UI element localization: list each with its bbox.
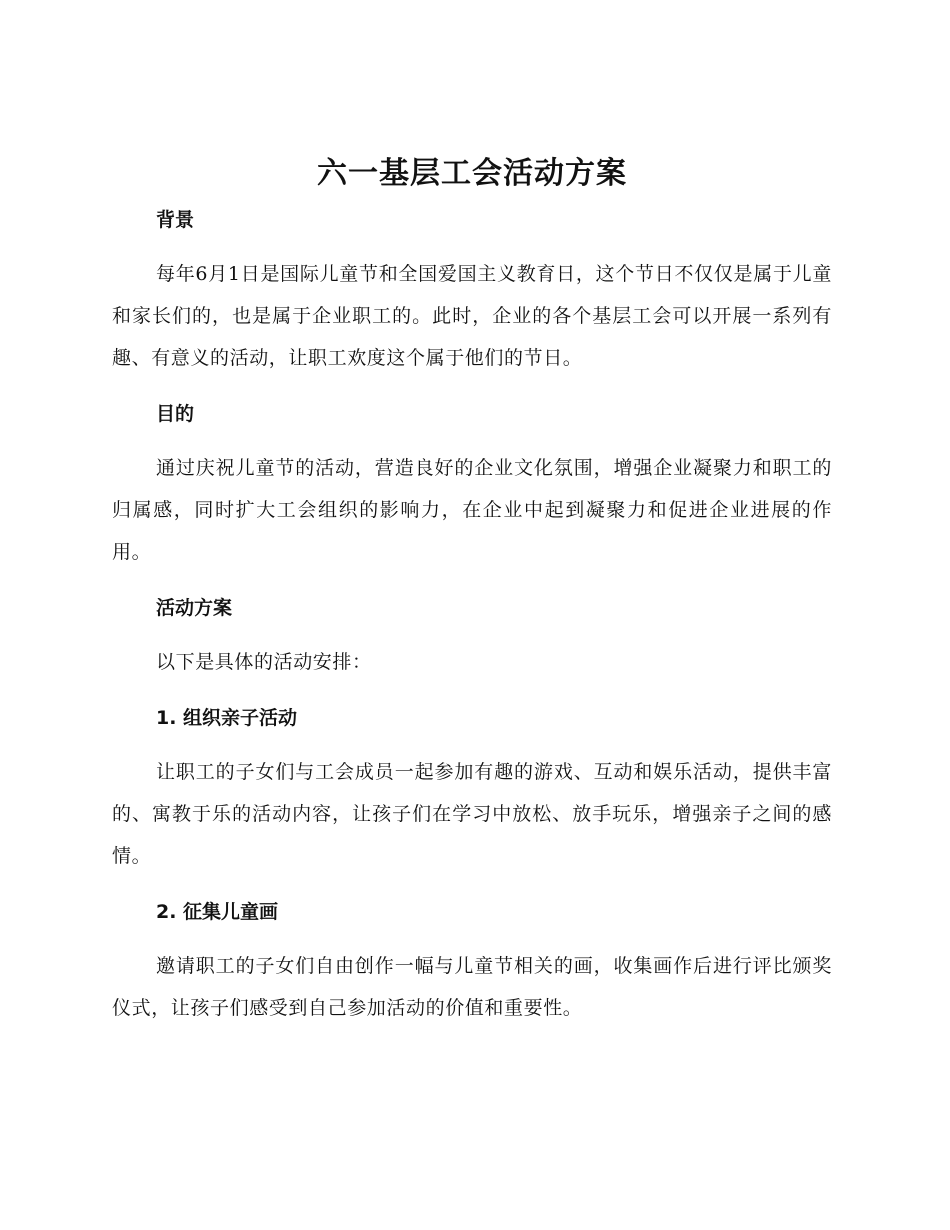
section-paragraph-activity-plan: 以下是具体的活动安排：: [156, 651, 372, 673]
section-paragraph-purpose: 通过庆祝儿童节的活动，营造良好的企业文化氛围，增强企业凝聚力和职工的归属感，同时扩大工会组织的影响力，在企业中起到凝聚力和促进企业进展的作用。: [112, 457, 832, 563]
section-heading-background: 背景: [156, 209, 195, 231]
section-paragraph-parent-child: 让职工的子女们与工会成员一起参加有趣的游戏、互动和娱乐活动，提供丰富的、寓教于乐的活动内容，让孩子们在学习中放松、放手玩乐，增强亲子之间的感情。: [112, 761, 832, 867]
section-heading-children-drawing: 2. 征集儿童画: [156, 901, 279, 923]
section-heading-parent-child: 1. 组织亲子活动: [156, 707, 298, 729]
section-heading-purpose: 目的: [156, 403, 195, 425]
document-title: 六一基层工会活动方案: [317, 156, 627, 191]
section-paragraph-background: 每年6月1日是国际儿童节和全国爱国主义教育日，这个节日不仅仅是属于儿童和家长们的，也是属于企业职工的。此时，企业的各个基层工会可以开展一系列有趣、有意义的活动，让职工欢度这个属于他们的节日。: [112, 263, 832, 369]
section-paragraph-children-drawing: 邀请职工的子女们自由创作一幅与儿童节相关的画，收集画作后进行评比颁奖仪式，让孩子们感受到自己参加活动的价值和重要性。: [112, 955, 832, 1019]
section-heading-activity-plan: 活动方案: [156, 597, 233, 619]
